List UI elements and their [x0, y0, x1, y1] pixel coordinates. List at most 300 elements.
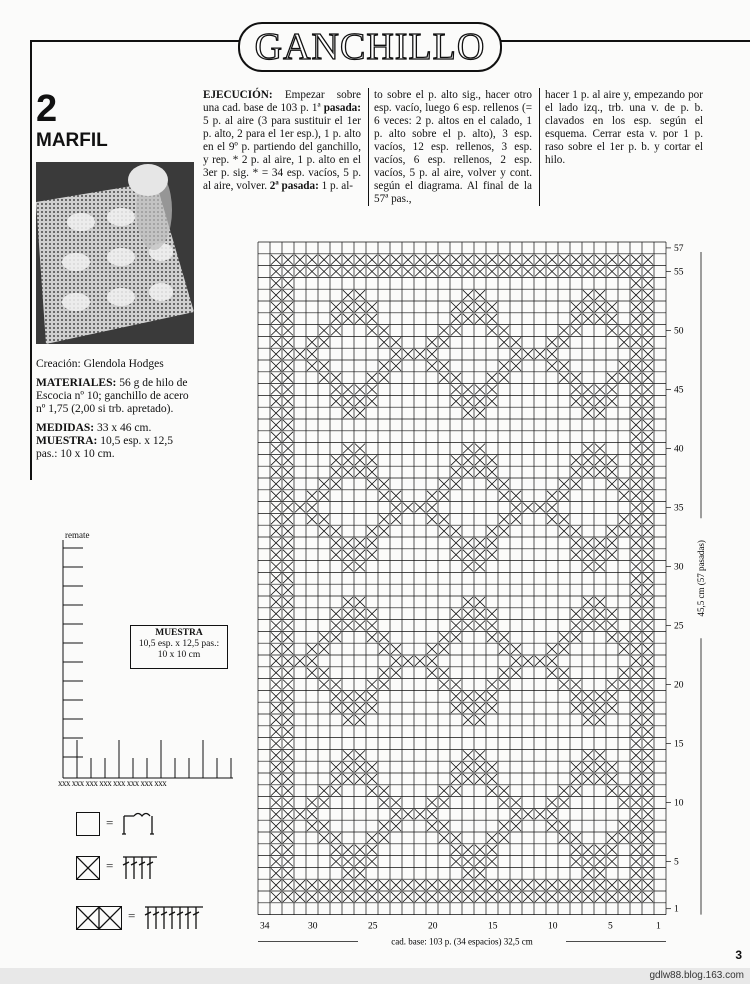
- filled-cell: [643, 833, 653, 843]
- filled-cell: [283, 739, 293, 749]
- y-tick-label: 1: [674, 904, 679, 915]
- filled-cell: [559, 479, 569, 489]
- filled-cell: [499, 526, 509, 536]
- filled-cell: [271, 408, 281, 418]
- filled-cell: [283, 514, 293, 524]
- filled-cell: [283, 267, 293, 277]
- filled-cell: [643, 656, 653, 666]
- filled-cell: [643, 821, 653, 831]
- column-divider: [539, 88, 540, 206]
- filled-cell: [487, 455, 497, 465]
- column-divider: [368, 88, 369, 206]
- filled-cell: [643, 585, 653, 595]
- instructions-col-2: to sobre el p. alto sig., hacer otro esp. vacío, luego 6 esp. rellenos (= 6 veces: 2 p. altos en el calado, 1 p. alto sobre el p. alto), 3 esp. vacíos, 12 esp. rellenos, 3 esp. vacíos, 6 esp. rellenos, 2 esp. vacíos, 5 p. al aire, volver y cont. según el diagrama. Al final de la 57ª pas.,: [374, 89, 532, 205]
- filled-cell: [283, 845, 293, 855]
- filled-cell: [583, 691, 593, 701]
- filled-cell: [367, 621, 377, 631]
- filled-cell: [283, 750, 293, 760]
- filled-cell: [487, 550, 497, 560]
- y-tick-label: 50: [674, 326, 684, 337]
- filled-cell: [379, 514, 389, 524]
- filled-cell: [595, 703, 605, 713]
- filled-cell: [547, 644, 557, 654]
- filled-cell: [559, 668, 569, 678]
- filled-cell: [559, 798, 569, 808]
- filled-cell: [475, 621, 485, 631]
- filled-cell: [439, 361, 449, 371]
- filled-cell: [559, 786, 569, 796]
- filled-cell: [559, 880, 569, 890]
- filled-cell: [523, 809, 533, 819]
- filled-cell: [547, 880, 557, 890]
- filled-cell: [487, 609, 497, 619]
- filled-cell: [283, 632, 293, 642]
- filled-cell: [463, 455, 473, 465]
- filled-cell: [463, 314, 473, 324]
- filled-cell: [475, 762, 485, 772]
- filled-cell: [331, 786, 341, 796]
- x-tick-label: 34: [260, 921, 270, 932]
- filled-cell: [619, 833, 629, 843]
- filled-cell: [463, 562, 473, 572]
- filled-cell: [355, 868, 365, 878]
- filled-cell: [487, 786, 497, 796]
- y-tick-label: 30: [674, 562, 684, 573]
- filled-cell: [463, 857, 473, 867]
- filled-cell: [523, 880, 533, 890]
- filled-cell: [607, 467, 617, 477]
- filled-cell: [271, 420, 281, 430]
- filled-cell: [415, 503, 425, 513]
- filled-cell: [379, 491, 389, 501]
- filled-cell: [559, 373, 569, 383]
- filled-cell: [475, 691, 485, 701]
- filled-cell: [487, 314, 497, 324]
- filled-cell: [355, 750, 365, 760]
- filled-cell: [463, 691, 473, 701]
- filled-cell: [631, 467, 641, 477]
- filled-cell: [487, 479, 497, 489]
- filled-cell: [487, 774, 497, 784]
- filled-cell: [511, 255, 521, 265]
- filled-cell: [643, 680, 653, 690]
- filled-cell: [295, 892, 305, 902]
- filled-cell: [619, 491, 629, 501]
- filled-cell: [571, 267, 581, 277]
- filled-cell: [595, 892, 605, 902]
- filled-cell: [283, 880, 293, 890]
- filled-cell: [343, 314, 353, 324]
- filled-cell: [319, 479, 329, 489]
- filled-cell: [619, 632, 629, 642]
- filled-cell: [367, 680, 377, 690]
- filled-cell: [631, 880, 641, 890]
- filled-cell: [283, 762, 293, 772]
- filled-cell: [367, 833, 377, 843]
- filled-cell: [643, 255, 653, 265]
- filled-cell: [631, 798, 641, 808]
- filled-cell: [331, 609, 341, 619]
- filled-cell: [475, 444, 485, 454]
- filled-cell: [271, 550, 281, 560]
- filled-cell: [427, 491, 437, 501]
- filled-cell: [367, 314, 377, 324]
- filled-cell: [283, 337, 293, 347]
- filled-cell: [463, 467, 473, 477]
- filled-cell: [643, 503, 653, 513]
- filled-cell: [271, 715, 281, 725]
- filled-cell: [355, 538, 365, 548]
- filled-cell: [583, 597, 593, 607]
- y-tick-label: 20: [674, 680, 684, 691]
- filled-cell: [583, 774, 593, 784]
- filled-cell: [427, 255, 437, 265]
- filled-cell: [571, 774, 581, 784]
- filled-cell: [631, 621, 641, 631]
- filled-cell: [571, 385, 581, 395]
- filled-cell: [271, 373, 281, 383]
- filled-cell: [331, 833, 341, 843]
- filled-cell: [631, 868, 641, 878]
- filled-cell: [583, 538, 593, 548]
- filled-cell: [631, 680, 641, 690]
- filled-cell: [331, 632, 341, 642]
- filled-cell: [643, 644, 653, 654]
- filled-cell: [415, 880, 425, 890]
- filled-cell: [631, 597, 641, 607]
- filled-cell: [571, 786, 581, 796]
- filled-cell: [307, 821, 317, 831]
- filled-cell: [343, 302, 353, 312]
- filled-cell: [271, 314, 281, 324]
- filled-cell: [631, 396, 641, 406]
- filled-cell: [307, 644, 317, 654]
- filled-cell: [595, 255, 605, 265]
- filled-cell: [451, 314, 461, 324]
- filled-cell: [547, 809, 557, 819]
- filled-cell: [295, 880, 305, 890]
- filled-cell: [583, 550, 593, 560]
- filled-cell: [391, 880, 401, 890]
- filled-cell: [307, 267, 317, 277]
- filled-cell: [535, 892, 545, 902]
- filled-cell: [451, 326, 461, 336]
- filled-cell: [571, 314, 581, 324]
- filled-cell: [403, 255, 413, 265]
- filled-cell: [607, 396, 617, 406]
- filled-cell: [343, 396, 353, 406]
- seven-crochet-icon: [143, 903, 205, 931]
- filled-cell: [475, 880, 485, 890]
- filled-cell: [271, 385, 281, 395]
- filled-cell: [511, 880, 521, 890]
- filled-cell: [283, 503, 293, 513]
- filled-cell: [331, 396, 341, 406]
- filled-cell: [607, 479, 617, 489]
- filled-cell: [595, 762, 605, 772]
- filled-cell: [499, 892, 509, 902]
- filled-cell: [643, 609, 653, 619]
- y-tick-label: 57: [674, 243, 684, 254]
- filled-cell: [343, 880, 353, 890]
- filled-cell: [607, 314, 617, 324]
- filled-cell: [499, 786, 509, 796]
- filled-cell: [607, 302, 617, 312]
- filled-cell: [643, 727, 653, 737]
- filled-cell: [427, 668, 437, 678]
- filled-cell: [643, 408, 653, 418]
- filled-cell: [619, 326, 629, 336]
- filled-cell: [271, 786, 281, 796]
- filled-cell: [367, 857, 377, 867]
- filled-cell: [511, 349, 521, 359]
- filled-cell: [283, 703, 293, 713]
- filled-cell: [607, 632, 617, 642]
- filled-cell: [631, 326, 641, 336]
- filled-cell: [607, 326, 617, 336]
- filled-cell: [631, 609, 641, 619]
- filled-cell: [355, 845, 365, 855]
- filled-cell: [595, 562, 605, 572]
- filled-cell: [595, 455, 605, 465]
- filled-cell: [427, 798, 437, 808]
- filled-cell: [607, 538, 617, 548]
- filled-cell: [319, 892, 329, 902]
- filled-cell: [559, 326, 569, 336]
- filled-cell: [343, 290, 353, 300]
- filled-cell: [343, 455, 353, 465]
- remate-label: remate: [65, 530, 90, 540]
- filled-cell: [631, 750, 641, 760]
- filled-cell: [619, 644, 629, 654]
- filled-cell: [643, 326, 653, 336]
- filled-cell: [643, 538, 653, 548]
- filled-cell: [451, 880, 461, 890]
- filled-cell: [631, 514, 641, 524]
- filled-cell: [367, 302, 377, 312]
- filled-cell: [319, 326, 329, 336]
- filled-cell: [367, 373, 377, 383]
- filled-cell: [271, 326, 281, 336]
- filled-cell: [535, 503, 545, 513]
- filled-cell: [631, 349, 641, 359]
- filled-cell: [343, 892, 353, 902]
- filled-cell: [499, 798, 509, 808]
- filled-cell: [631, 267, 641, 277]
- filled-cell: [307, 503, 317, 513]
- filled-cell: [475, 562, 485, 572]
- filled-cell: [403, 656, 413, 666]
- x-tick-label: 20: [428, 921, 438, 932]
- filled-cell: [271, 668, 281, 678]
- filled-cell: [283, 526, 293, 536]
- filled-cell: [271, 656, 281, 666]
- filled-cell: [367, 550, 377, 560]
- filled-cell: [367, 385, 377, 395]
- filled-cell: [343, 597, 353, 607]
- filled-cell: [331, 255, 341, 265]
- y-tick-label: 5: [674, 857, 679, 868]
- filled-cell: [499, 880, 509, 890]
- filled-cell: [511, 668, 521, 678]
- filled-cell: [607, 762, 617, 772]
- filled-cell: [499, 479, 509, 489]
- filled-cell: [271, 267, 281, 277]
- filled-cell: [367, 255, 377, 265]
- filled-cell: [571, 526, 581, 536]
- filled-cell: [391, 514, 401, 524]
- filled-cell: [331, 703, 341, 713]
- filled-cell: [319, 526, 329, 536]
- filled-cell: [367, 455, 377, 465]
- filled-cell: [343, 621, 353, 631]
- filled-cell: [607, 703, 617, 713]
- sample-box-line: 10,5 esp. x 12,5 pas.:: [138, 639, 220, 649]
- filled-cell: [499, 373, 509, 383]
- filled-cell: [403, 349, 413, 359]
- filled-cell: [271, 526, 281, 536]
- filled-cell: [643, 774, 653, 784]
- filled-cell: [571, 455, 581, 465]
- filled-cell: [595, 750, 605, 760]
- filled-cell: [583, 880, 593, 890]
- filled-cell: [367, 880, 377, 890]
- filled-cell: [427, 337, 437, 347]
- filled-cell: [427, 267, 437, 277]
- filled-cell: [631, 255, 641, 265]
- filled-cell: [367, 703, 377, 713]
- filled-cell: [571, 892, 581, 902]
- filled-cell: [283, 715, 293, 725]
- filled-cell: [475, 290, 485, 300]
- filled-cell: [283, 892, 293, 902]
- filled-cell: [367, 467, 377, 477]
- filled-cell: [283, 290, 293, 300]
- filled-cell: [343, 774, 353, 784]
- filled-cell: [619, 361, 629, 371]
- filled-cell: [619, 798, 629, 808]
- filled-cell: [535, 809, 545, 819]
- filled-cell: [487, 621, 497, 631]
- filled-cell: [619, 267, 629, 277]
- filled-cell: [547, 503, 557, 513]
- filled-cell: [271, 255, 281, 265]
- filled-cell: [559, 361, 569, 371]
- filled-cell: [631, 727, 641, 737]
- info-block: [36, 358, 196, 467]
- filled-cell: [463, 597, 473, 607]
- blog-credit: gdlw88.blog.163.com: [649, 970, 744, 981]
- filled-cell: [475, 467, 485, 477]
- filled-cell: [487, 845, 497, 855]
- filled-cell: [391, 668, 401, 678]
- filled-cell: [379, 326, 389, 336]
- filled-cell: [271, 845, 281, 855]
- filled-cell: [403, 892, 413, 902]
- filled-cell: [583, 892, 593, 902]
- filled-cell: [619, 786, 629, 796]
- filled-cell: [283, 326, 293, 336]
- filled-cell: [595, 550, 605, 560]
- filled-cell: [463, 444, 473, 454]
- filled-cell: [643, 526, 653, 536]
- filled-cell: [607, 892, 617, 902]
- filled-cell: [499, 255, 509, 265]
- filled-cell: [523, 349, 533, 359]
- filled-cell: [463, 290, 473, 300]
- equals: =: [106, 858, 114, 873]
- filled-cell: [427, 514, 437, 524]
- footer-bar: [0, 968, 750, 984]
- filled-cell: [451, 609, 461, 619]
- filled-cell: [583, 396, 593, 406]
- filled-cell: [367, 762, 377, 772]
- filled-cell: [511, 337, 521, 347]
- filled-cell: [355, 609, 365, 619]
- filled-cell: [331, 479, 341, 489]
- filled-cell: [343, 267, 353, 277]
- filled-cell: [343, 562, 353, 572]
- filled-cell: [415, 809, 425, 819]
- filled-cell: [379, 267, 389, 277]
- filled-cell: [367, 892, 377, 902]
- filled-cell: [415, 656, 425, 666]
- filled-cell: [391, 503, 401, 513]
- filled-cell: [523, 656, 533, 666]
- filled-cell: [403, 809, 413, 819]
- filled-cell: [463, 750, 473, 760]
- two-filled-squares-icon: [76, 906, 122, 930]
- filled-cell: [355, 385, 365, 395]
- filled-cell: [571, 396, 581, 406]
- filled-cell: [271, 644, 281, 654]
- filled-cell: [271, 762, 281, 772]
- sample-box: [130, 625, 228, 669]
- filled-cell: [283, 786, 293, 796]
- filled-cell: [547, 668, 557, 678]
- filled-cell: [307, 668, 317, 678]
- filled-cell: [559, 337, 569, 347]
- filled-cell: [571, 255, 581, 265]
- filled-cell: [355, 314, 365, 324]
- filled-cell: [295, 656, 305, 666]
- filled-cell: [355, 597, 365, 607]
- filled-cell: [631, 373, 641, 383]
- filled-cell: [571, 691, 581, 701]
- filled-cell: [451, 526, 461, 536]
- filled-cell: [307, 809, 317, 819]
- filled-cell: [271, 562, 281, 572]
- filled-cell: [283, 774, 293, 784]
- filled-cell: [271, 727, 281, 737]
- filled-cell: [499, 337, 509, 347]
- filled-cell: [499, 644, 509, 654]
- filled-cell: [283, 479, 293, 489]
- filled-cell: [283, 373, 293, 383]
- filled-cell: [631, 892, 641, 902]
- filled-cell: [571, 609, 581, 619]
- filled-cell: [379, 479, 389, 489]
- sizes-text: 33 x 46 cm.: [94, 422, 152, 434]
- filled-cell: [271, 585, 281, 595]
- filled-cell: [643, 349, 653, 359]
- chain-stitch-icon: [120, 810, 160, 836]
- filled-cell: [355, 691, 365, 701]
- filled-cell: [571, 857, 581, 867]
- filled-cell: [643, 278, 653, 288]
- filled-cell: [475, 302, 485, 312]
- filled-cell: [271, 809, 281, 819]
